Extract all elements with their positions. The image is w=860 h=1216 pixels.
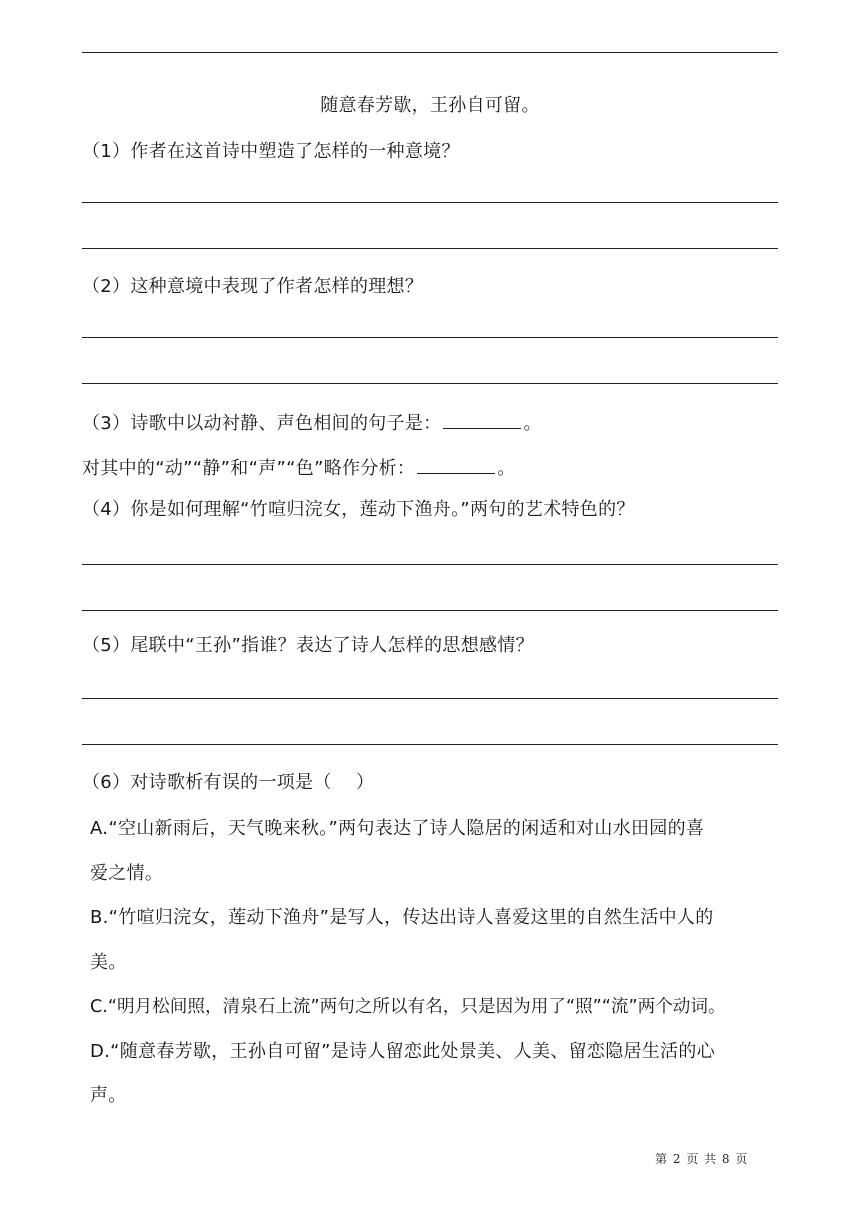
page-number: 第 2 页 共 8 页	[655, 1152, 749, 1166]
blank-3b[interactable]	[417, 455, 495, 474]
answer-line-2b[interactable]	[82, 383, 778, 384]
poem-line: 随意春芳歇，王孙自可留。	[320, 95, 540, 116]
question-3b	[82, 455, 516, 481]
answer-line-4b[interactable]	[82, 610, 778, 611]
answer-line-1b[interactable]	[82, 248, 778, 249]
option-c-line-1[interactable]: C.“明月松间照，清泉石上流”两句之所以有名，只是因为用了“照”“流”两个动词。	[90, 997, 726, 1017]
header-rule	[82, 52, 778, 53]
question-6: （6）对诗歌析有误的一项是（ ）	[82, 772, 375, 793]
question-3b-text: 对其中的“动”“静”和“声”“色”略作分析：	[82, 458, 416, 479]
answer-line-5b[interactable]	[82, 744, 778, 745]
option-d-line-1[interactable]: D.“随意春芳歇，王孙自可留”是诗人留恋此处景美、人美、留恋隐居生活的心	[90, 1041, 716, 1062]
option-b-line-1[interactable]: B.“竹喧归浣女，莲动下渔舟”是写人，传达出诗人喜爱这里的自然生活中人的	[90, 907, 714, 928]
option-b-line-2: 美。	[90, 952, 127, 973]
option-d-line-2: 声。	[90, 1085, 127, 1106]
question-2: （2）这种意境中表现了作者怎样的理想？	[82, 276, 424, 297]
question-4: （4）你是如何理解“竹喧归浣女，莲动下渔舟。”两句的艺术特色的？	[82, 499, 635, 520]
question-3	[82, 410, 542, 436]
answer-line-4a[interactable]	[82, 564, 778, 565]
question-5: （5）尾联中“王孙”指谁？表达了诗人怎样的思想感情？	[82, 635, 534, 656]
blank-3a[interactable]	[443, 410, 521, 429]
question-3b-end: 。	[497, 458, 516, 479]
question-1: （1）作者在这首诗中塑造了怎样的一种意境？	[82, 141, 460, 162]
option-a-line-1[interactable]: A.“空山新雨后，天气晚来秋。”两句表达了诗人隐居的闲适和对山水田园的喜	[90, 818, 705, 839]
answer-line-2a[interactable]	[82, 337, 778, 338]
answer-line-1a[interactable]	[82, 202, 778, 203]
answer-line-5a[interactable]	[82, 698, 778, 699]
question-3-text: （3）诗歌中以动衬静、声色相间的句子是：	[82, 413, 442, 434]
option-a-line-2: 爱之情。	[90, 863, 164, 884]
question-3-end: 。	[523, 413, 542, 434]
